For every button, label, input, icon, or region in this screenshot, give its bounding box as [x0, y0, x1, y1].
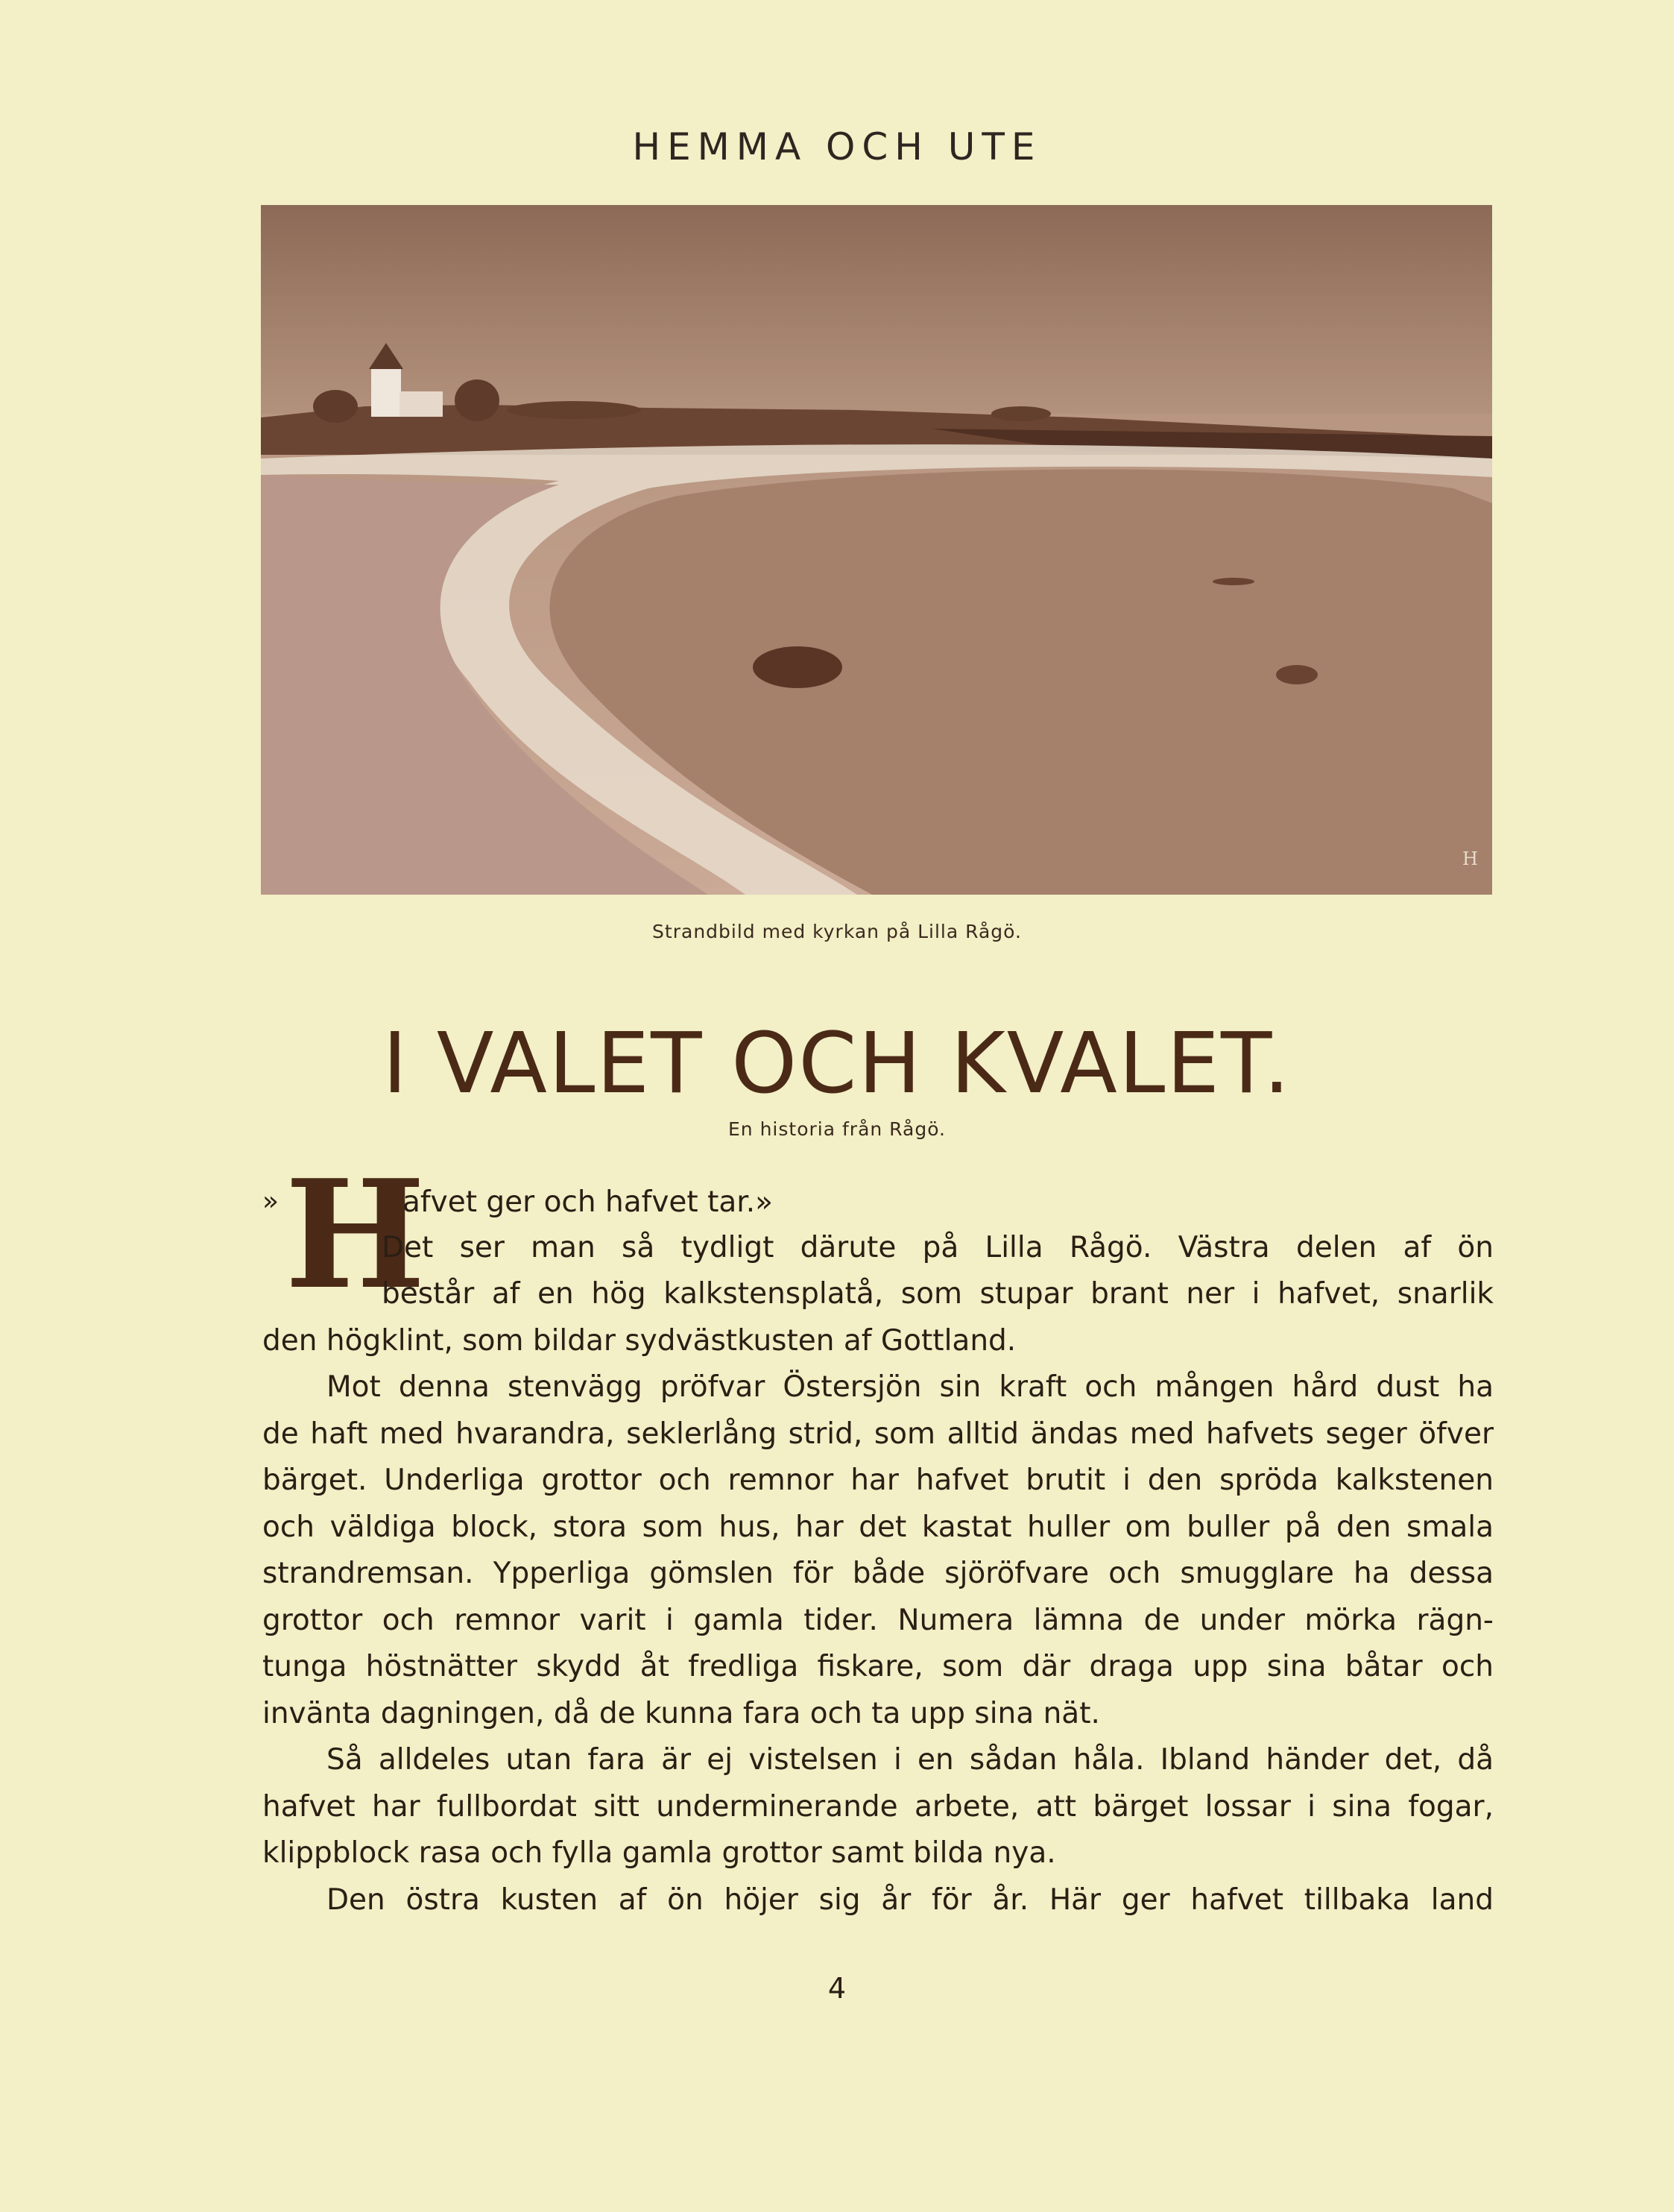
article-body [262, 1147, 1494, 1923]
illustration-caption: Strandbild med kyrkan på Lilla Rågö. [652, 921, 1022, 942]
rock [1213, 578, 1254, 585]
body-line: Mot denna stenvägg pröfvar Östersjön sin kraft och mången hård dust ha [326, 1370, 1494, 1404]
article-title: I VALET OCH KVALET. [382, 1015, 1292, 1112]
body-line: de haft med hvarandra, seklerlång strid, som alltid ändas med hafvets seger öfver [262, 1417, 1494, 1451]
body-line: grottor och remnor varit i gamla tider. Numera lämna de under mörka rägn- [262, 1603, 1494, 1637]
church-tower [371, 368, 401, 417]
tree-line [991, 406, 1051, 421]
body-line: bärget. Underliga grottor och remnor har hafvet brutit i den spröda kalkstenen [262, 1463, 1494, 1497]
beach-painting [261, 205, 1492, 895]
tree [313, 390, 358, 423]
tree [455, 379, 499, 421]
body-line: den högklint, som bildar sydvästkusten af Gottland. [262, 1323, 1017, 1358]
body-line: Så alldeles utan fara är ej vistelsen i en sådan håla. Ibland händer det, då [326, 1743, 1494, 1777]
body-line: och väldiga block, stora som hus, har det kastat huller om buller på den smala [262, 1510, 1494, 1544]
body-line: tunga höstnätter skydd åt fredliga fiskare, som där draga upp sina båtar och [262, 1650, 1494, 1683]
body-line: invänta dagningen, då de kunna fara och ta upp sina nät. [262, 1696, 1100, 1730]
body-line: klippblock rasa och fylla gamla grottor samt bilda nya. [262, 1836, 1056, 1870]
rock [753, 646, 842, 688]
church-nave [399, 391, 443, 417]
opening-quote: » [262, 1186, 279, 1217]
page-number: 4 [827, 1972, 847, 2005]
body-line: Den östra kusten af ön höjer sig år för år. Här ger hafvet tillbaka land [326, 1882, 1494, 1917]
sky [261, 205, 1492, 414]
body-line: strandremsan. Ypperliga gömslen för både sjöröfvare och smugglare ha dessa [262, 1557, 1494, 1590]
body-line: Det ser man så tydligt därute på Lilla Rågö. Västra delen af ön [382, 1230, 1494, 1264]
drop-cap: H [285, 1147, 426, 1323]
first-line: afvet ger och hafvet tar.» [402, 1185, 774, 1219]
body-line: består af en hög kalkstensplatå, som stupar brant ner i hafvet, snarlik [382, 1277, 1494, 1311]
running-title: HEMMA OCH UTE [632, 125, 1042, 168]
tree-line [507, 401, 641, 419]
rock [1276, 665, 1318, 684]
artist-monogram: H [1462, 848, 1478, 869]
body-line: hafvet har fullbordat sitt underminerande arbete, att bärget lossar i sina fogar, [262, 1789, 1494, 1824]
article-subtitle: En historia från Rågö. [728, 1118, 946, 1140]
illustration-beach-church [261, 205, 1492, 895]
